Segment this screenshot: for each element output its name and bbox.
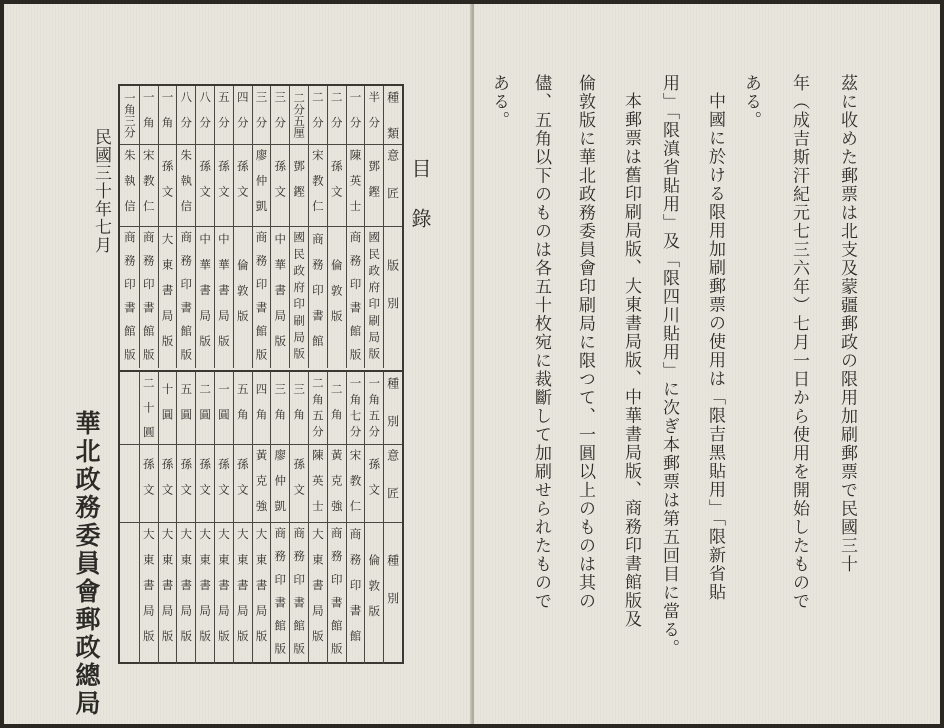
table-cell-edition: 大東書局版 (141, 528, 156, 656)
table-cell-edition: 大東書局版 (254, 528, 269, 656)
table-cell-kind: 一角三分 (122, 92, 137, 138)
table-cell-kind: 二分 (329, 91, 344, 142)
table-cell-edition: 大東書局版 (160, 233, 175, 361)
table-column-divider (383, 372, 384, 664)
table-header-edition: 種別 (385, 554, 400, 630)
table-column-divider (346, 372, 347, 664)
table-cell-kind: 一角 (160, 91, 175, 142)
table-column-divider (346, 86, 347, 368)
table-column-divider (308, 86, 309, 368)
table-cell-edition: 商務印書館 (310, 233, 325, 361)
publication-date: 民國三十年七月 (91, 128, 111, 254)
table-column-divider (233, 372, 234, 664)
table-cell-edition: 大東書局版 (160, 528, 175, 656)
table-column-divider (289, 372, 290, 664)
table-column-divider (270, 86, 271, 368)
table-header-design: 意匠 (385, 449, 400, 525)
table-cell-design: 宋教仁 (310, 149, 325, 226)
text-column: 本郵票は舊印刷局版、大東書局版、中華書局版、商務印書館版及 (621, 92, 641, 629)
table-cell-design: 黃克強 (254, 449, 269, 526)
table-header-kind: 種別 (385, 377, 400, 453)
table-column-divider (158, 86, 159, 368)
table-cell-design: 孫文 (179, 457, 194, 509)
table-cell-design: 孫文 (235, 457, 250, 509)
table-cell-kind: 四角 (254, 382, 269, 434)
table-cell-kind: 八分 (198, 91, 213, 142)
table-column-divider (308, 372, 309, 664)
table-column-divider (176, 86, 177, 368)
table-cell-edition: 大東書局版 (216, 528, 231, 656)
text-column: ある。 (489, 74, 509, 130)
table-cell-edition: 商務印書館版 (329, 527, 344, 666)
table-header-edition: 版別 (385, 259, 400, 335)
table-cell-kind: 三分 (254, 91, 269, 142)
table-cell-kind: 三角 (292, 382, 307, 434)
table-cell-design: 孫文 (216, 457, 231, 509)
table-column-divider (158, 372, 159, 664)
table-cell-edition: 商務印書館 (348, 528, 363, 656)
table-cell-kind: 半分 (367, 91, 382, 142)
table-cell-edition: 商務印書館版 (122, 231, 137, 372)
table-cell-kind: 五圓 (179, 382, 194, 434)
table-cell-kind: 二角五分 (310, 377, 325, 442)
issuing-organization: 華北政務委員會郵政總局 (72, 410, 101, 718)
table-column-divider (327, 372, 328, 664)
stamp-catalog-table (118, 84, 404, 664)
table-cell-edition: 倫敦版 (329, 258, 344, 336)
table-cell-kind: 五角 (235, 382, 250, 434)
table-column-divider (139, 372, 140, 664)
table-column-divider (176, 372, 177, 664)
table-cell-design: 鄧鏗 (367, 159, 382, 211)
table-cell-kind: 一角五分 (367, 377, 382, 442)
text-column: 倫敦版に華北政務委員會印刷局に限つて、一圓以上のものは其の (575, 74, 595, 611)
table-cell-edition: 大東書局版 (310, 528, 325, 656)
table-cell-edition: 中華書局版 (198, 233, 213, 361)
text-column: ある。 (741, 74, 761, 130)
table-column-divider (327, 86, 328, 368)
table-cell-design: 黃克強 (329, 449, 344, 526)
table-cell-design: 廖仲凱 (254, 149, 269, 226)
table-column-divider (214, 86, 215, 368)
table-column-divider (195, 86, 196, 368)
table-cell-edition: 國民政府印刷局版 (292, 231, 307, 365)
table-cell-kind: 一分 (348, 91, 363, 142)
text-column: 茲に收めた郵票は北支及蒙疆郵政の限用加刷郵票で民國三十 (837, 74, 857, 574)
text-column: 中國に於ける限用加刷郵票の使用は「限吉黑貼用」「限新省貼 (705, 92, 725, 602)
table-cell-kind: 二分五厘 (292, 92, 307, 138)
table-cell-design: 朱執信 (179, 149, 194, 226)
table-cell-design: 孫文 (216, 159, 231, 211)
text-column: 用」「限滇省貼用」及「限四川貼用」に次ぎ本郵票は第五回目に當る。 (659, 74, 679, 658)
table-column-divider (139, 86, 140, 368)
table-cell-design: 孫文 (329, 159, 344, 211)
table-cell-kind: 一角七分 (348, 377, 363, 442)
table-cell-design: 孫文 (160, 457, 175, 509)
table-column-divider (364, 86, 365, 368)
table-cell-design: 孫文 (198, 159, 213, 211)
table-lower-section (120, 370, 402, 664)
table-cell-design: 廖仲凱 (273, 449, 288, 526)
page-title: 目錄 (408, 158, 432, 258)
table-cell-design: 孫文 (160, 159, 175, 211)
table-column-divider (214, 372, 215, 664)
table-cell-kind: 三角 (273, 382, 288, 434)
table-cell-kind: 一圓 (216, 382, 231, 434)
table-upper-section (120, 86, 402, 372)
table-header-design: 意匠 (385, 149, 400, 225)
table-column-divider (364, 372, 365, 664)
table-cell-design: 宋教仁 (348, 449, 363, 526)
table-cell-edition: 中華書局版 (273, 233, 288, 361)
table-cell-edition: 商務印書館版 (273, 527, 288, 666)
table-header-kind: 種類 (385, 91, 400, 163)
table-cell-kind: 二分 (310, 91, 325, 142)
text-column: 年（成吉斯汗紀元七三六年）七月一日から使用を開始したもので (789, 74, 809, 611)
table-column-divider (195, 372, 196, 664)
table-cell-kind: 十圓 (160, 382, 175, 434)
table-field-divider (120, 444, 402, 445)
table-cell-edition: 大東書局版 (198, 528, 213, 656)
table-cell-design: 陳英士 (348, 149, 363, 226)
table-cell-design: 孫文 (235, 159, 250, 211)
table-cell-design: 孫文 (367, 457, 382, 509)
table-cell-kind: 五分 (216, 91, 231, 142)
table-column-divider (383, 86, 384, 368)
table-cell-design: 孫文 (198, 457, 213, 509)
table-cell-edition: 商務印書館版 (141, 231, 156, 372)
table-cell-edition: 倫敦版 (367, 553, 382, 631)
text-column: 儘、五角以下のものは各五十枚宛に裁斷して加刷せられたもので (531, 74, 551, 611)
table-cell-kind: 八分 (179, 91, 194, 142)
table-cell-edition: 商務印書館版 (254, 231, 269, 372)
table-cell-design: 孫文 (292, 457, 307, 509)
table-column-divider (252, 86, 253, 368)
table-cell-kind: 二圓 (198, 382, 213, 434)
table-cell-kind: 三分 (273, 91, 288, 142)
table-cell-kind: 一角 (141, 91, 156, 142)
table-column-divider (289, 86, 290, 368)
table-cell-design: 宋教仁 (141, 149, 156, 226)
table-cell-edition: 大東書局版 (179, 528, 194, 656)
table-field-divider (120, 144, 402, 145)
table-cell-design: 孫文 (273, 159, 288, 211)
table-cell-edition: 商務印書館版 (179, 231, 194, 372)
table-cell-edition: 商務印書館版 (292, 527, 307, 666)
table-cell-kind: 四分 (235, 91, 250, 142)
table-column-divider (270, 372, 271, 664)
table-cell-design: 鄧鏗 (292, 159, 307, 211)
table-cell-kind: 二十圓 (141, 377, 156, 451)
table-field-divider (120, 226, 402, 227)
table-cell-edition: 國民政府印刷局版 (367, 231, 382, 365)
table-cell-edition: 大東書局版 (235, 528, 250, 656)
table-column-divider (233, 86, 234, 368)
table-cell-edition: 中華書局版 (216, 233, 231, 361)
table-cell-kind: 二角 (329, 382, 344, 434)
table-cell-edition: 倫敦版 (235, 258, 250, 336)
table-cell-design: 朱執信 (122, 149, 137, 226)
table-column-divider (252, 372, 253, 664)
table-cell-edition: 商務印書館版 (348, 231, 363, 372)
table-cell-design: 陳英士 (310, 449, 325, 526)
table-cell-design: 孫文 (141, 457, 156, 509)
